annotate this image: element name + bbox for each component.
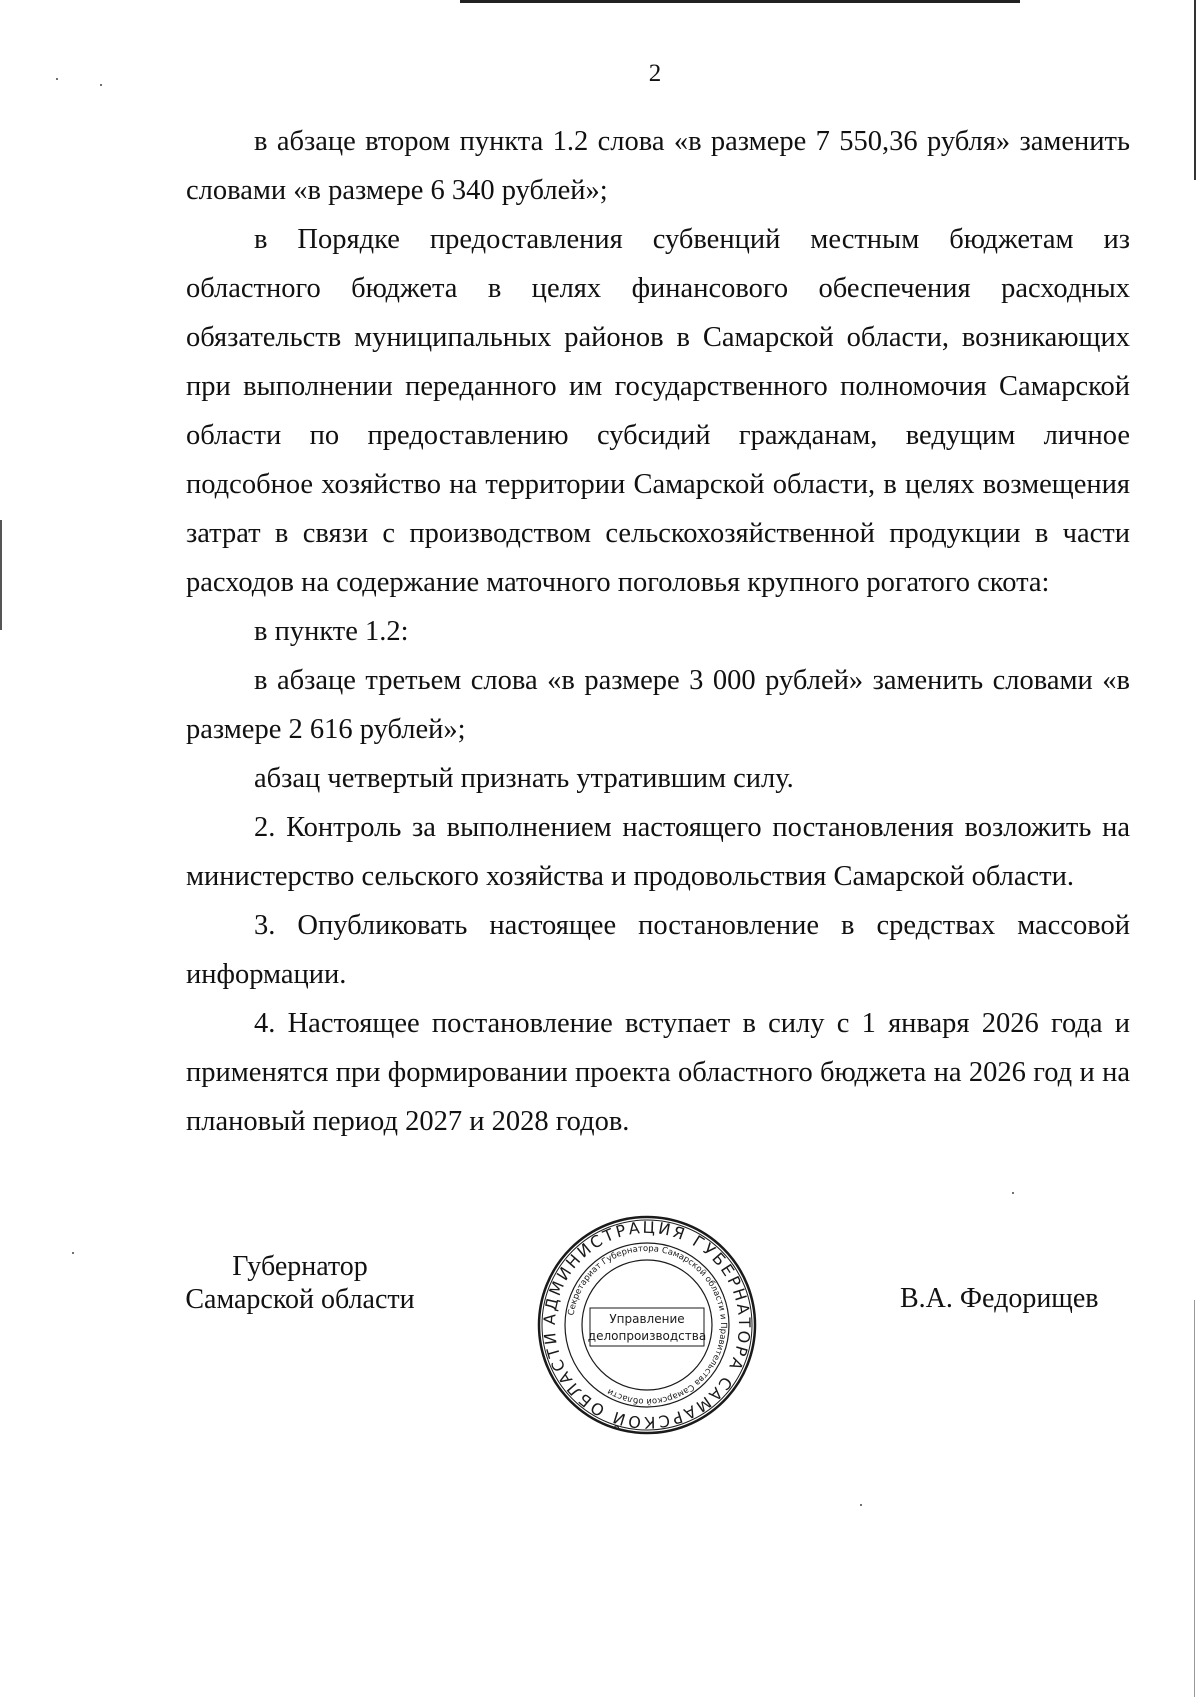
scan-speck [72,1252,74,1254]
scan-top-edge [460,0,1020,3]
paragraph: 2. Контроль за выполнением настоящего постановления возложить на министерство сельского хозяйства и продовольствия Самарской области. [186,812,1130,892]
scan-left-edge [0,520,2,630]
paragraph: 3. Опубликовать настоящее постановление в средствах массовой информации. [186,910,1130,990]
scan-right-edge [1194,0,1196,180]
scan-speck [860,1504,862,1506]
signatory-title-line: Губернатор [232,1251,368,1282]
stamp-middle-text: Секретариат Губернатора Самарской области и Правительства Самарской области [566,1243,729,1407]
signatory-title [180,1250,420,1316]
stamp-outer-text: АДМИНИСТРАЦИЯ ГУБЕРНАТОРА САМАРСКОЙ ОБЛАСТИ [539,1217,755,1433]
scan-right-edge-lower [1194,1300,1195,1697]
paragraph: в Порядке предоставления субвенций местным бюджетам из областного бюджета в целях финансового обеспечения расходных обязательств муниципальных районов в Самарской области, возникающих при выполнении переданного им государственного полномочия Самарской области по предоставлению субсидий гражданам, ведущим личное подсобное хозяйство на территории Самарской области, в целях возмещения затрат в связи с производством сельскохозяйственной продукции в части расходов на содержание маточного поголовья крупного рогатого скота: [186,224,1130,598]
page-number: 2 [648,60,662,87]
signatory-title-line: Самарской области [185,1284,415,1315]
scan-speck [1012,1192,1014,1194]
stamp-center-line: Управление [609,1312,685,1326]
paragraph: в абзаце втором пункта 1.2 слова «в размере 7 550,36 рубля» заменить словами «в размере 6 340 рублей»; [186,126,1130,206]
official-stamp [532,1210,762,1440]
paragraph: 4. Настоящее постановление вступает в силу с 1 января 2026 года и применятся при формировании проекта областного бюджета на 2026 год и на плановый период 2027 и 2028 годов. [186,1008,1130,1137]
paragraph: в пункте 1.2: [254,616,409,647]
document-body [186,117,1130,1146]
signatory-name: В.А. Федорищев [900,1283,1099,1314]
stamp-center-line: делопроизводства [587,1329,707,1343]
paragraph: в абзаце третьем слова «в размере 3 000 рублей» заменить словами «в размере 2 616 рублей»; [186,665,1130,745]
paragraph: абзац четвертый признать утратившим силу. [254,763,794,794]
stamp-graphic [532,1210,762,1440]
